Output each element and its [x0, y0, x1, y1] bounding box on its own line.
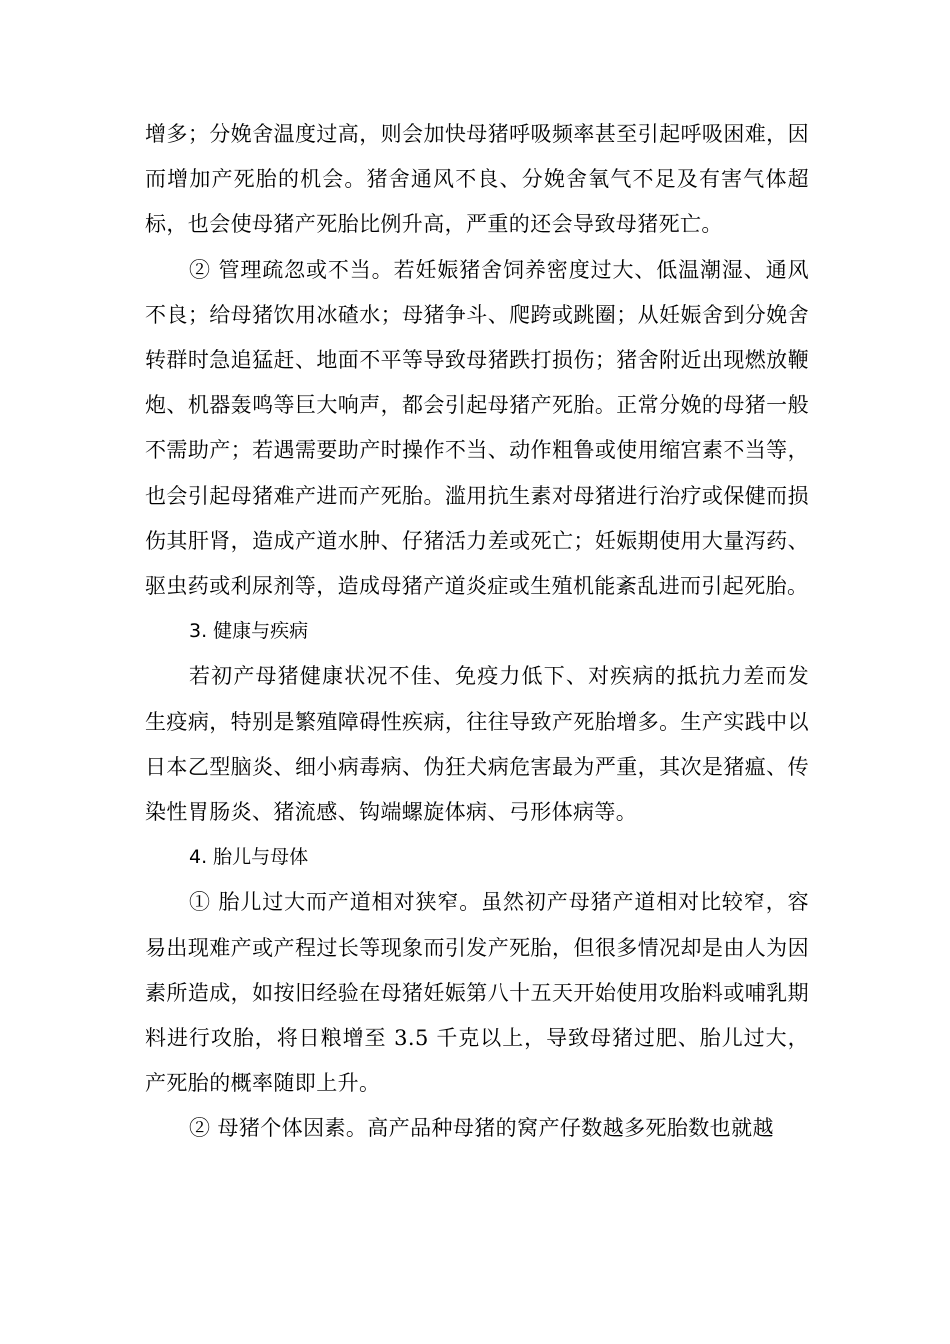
document-page	[145, 112, 809, 1152]
paragraph-fetus-size: ① 胎儿过大而产道相对狭窄。虽然初产母猪产道相对比较窄，容易出现难产或产程过长等现象而引发产死胎，但很多情况却是由人为因素所造成，如按旧经验在母猪妊娠第八十五天开始使用攻胎料或哺乳期料进行攻胎，将日粮增至 3.5 千克以上，导致母猪过肥、胎儿过大，产死胎的概率随即上升。	[145, 890, 809, 1096]
paragraph-continued: 增多；分娩舍温度过高，则会加快母猪呼吸频率甚至引起呼吸困难，因而增加产死胎的机会。猪舍通风不良、分娩舍氧气不足及有害气体超标，也会使母猪产死胎比例升高，严重的还会导致母猪死亡。	[145, 122, 809, 237]
section-heading-health-disease: 3. 健康与疾病	[189, 620, 309, 643]
paragraph-health-disease: 若初产母猪健康状况不佳、免疫力低下、对疾病的抵抗力差而发生疫病，特别是繁殖障碍性疾病，往往导致产死胎增多。生产实践中以日本乙型脑炎、细小病毒病、伪狂犬病危害最为严重，其次是猪瘟、传染性胃肠炎、猪流感、钩端螺旋体病、弓形体病等。	[145, 664, 809, 825]
section-heading-fetus-mother: 4. 胎儿与母体	[189, 846, 309, 869]
paragraph-management: ② 管理疏忽或不当。若妊娠猪舍饲养密度过大、低温潮湿、通风不良；给母猪饮用冰碴水；母猪争斗、爬跨或跳圈；从妊娠舍到分娩舍转群时急追猛赶、地面不平等导致母猪跌打损伤；猪舍附近出现燃放鞭炮、机器轰鸣等巨大响声，都会引起母猪产死胎。正常分娩的母猪一般不需助产；若遇需要助产时操作不当、动作粗鲁或使用缩宫素不当等，也会引起母猪难产进而产死胎。滥用抗生素对母猪进行治疗或保健而损伤其肝肾，造成产道水肿、仔猪活力差或死亡；妊娠期使用大量泻药、驱虫药或利尿剂等，造成母猪产道炎症或生殖机能紊乱进而引起死胎。	[145, 257, 809, 599]
paragraph-individual-factor: ② 母猪个体因素。高产品种母猪的窝产仔数越多死胎数也就越	[189, 1116, 774, 1141]
